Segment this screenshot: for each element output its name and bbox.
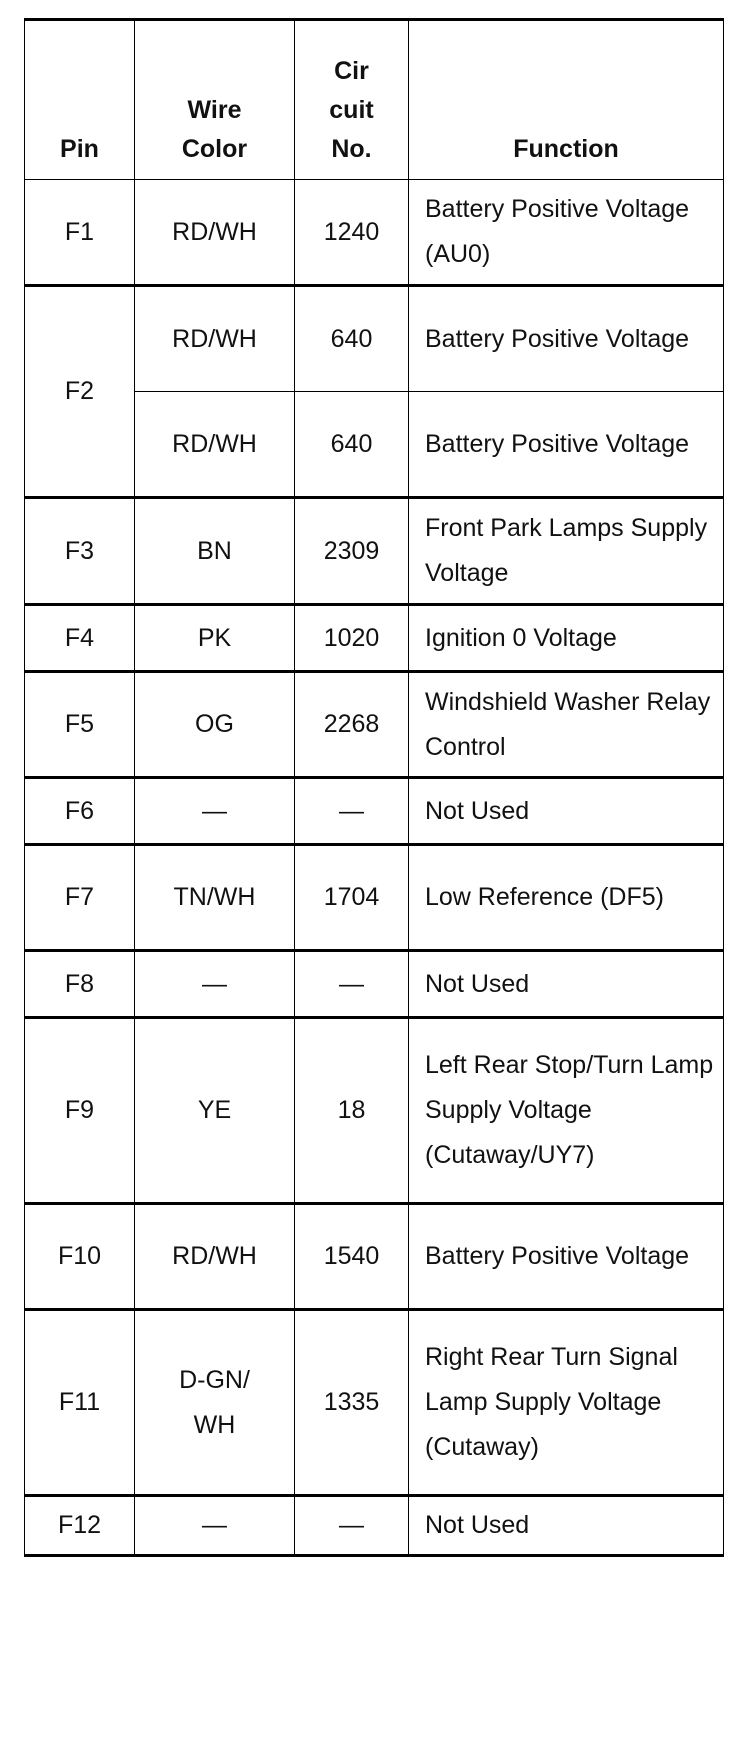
table-row (25, 1204, 724, 1310)
wire-color-cell: OG (135, 672, 295, 778)
circuit-cell: 1240 (295, 180, 409, 286)
function-cell: Ignition 0 Voltage (409, 605, 724, 672)
circuit-cell: — (295, 1496, 409, 1556)
wire-color-cell: TN/WH (135, 845, 295, 951)
circuit-cell: 2309 (295, 498, 409, 605)
wire-color-cell: PK (135, 605, 295, 672)
wire-color-cell: RD/WH (135, 180, 295, 286)
pin-cell: F7 (25, 845, 135, 951)
circuit-cell: 1020 (295, 605, 409, 672)
pin-cell: F2 (25, 286, 135, 498)
wire-color-cell: — (135, 778, 295, 845)
wire-color-cell: BN (135, 498, 295, 605)
circuit-cell: 18 (295, 1018, 409, 1204)
function-cell: Battery Positive Voltage (409, 392, 724, 498)
pin-cell: F3 (25, 498, 135, 605)
function-cell: Low Reference (DF5) (409, 845, 724, 951)
wire-color-cell: D-GN/ WH (135, 1310, 295, 1496)
function-cell: Battery Positive Voltage (409, 1204, 724, 1310)
function-cell: Not Used (409, 1496, 724, 1556)
function-cell: Right Rear Turn Signal Lamp Supply Voltage (Cutaway) (409, 1310, 724, 1496)
pin-cell: F10 (25, 1204, 135, 1310)
function-cell: Front Park Lamps Supply Voltage (409, 498, 724, 605)
table-row (25, 1496, 724, 1556)
header-pin: Pin (25, 20, 135, 180)
table-row (25, 498, 724, 605)
header-circuit-no: Cir cuit No. (295, 20, 409, 180)
pin-cell: F6 (25, 778, 135, 845)
table-row (25, 1310, 724, 1496)
circuit-cell: 1704 (295, 845, 409, 951)
wire-color-cell: — (135, 951, 295, 1018)
wire-color-cell: RD/WH (135, 392, 295, 498)
pin-cell: F11 (25, 1310, 135, 1496)
table-row (25, 951, 724, 1018)
connector-pin-table (24, 18, 724, 1557)
table-row (25, 1018, 724, 1204)
function-cell: Left Rear Stop/Turn Lamp Supply Voltage (Cutaway/UY7) (409, 1018, 724, 1204)
wire-color-cell: — (135, 1496, 295, 1556)
table-row (25, 845, 724, 951)
wire-color-cell: YE (135, 1018, 295, 1204)
header-wire-color: Wire Color (135, 20, 295, 180)
circuit-cell: 640 (295, 286, 409, 392)
circuit-cell: 2268 (295, 672, 409, 778)
table-row (25, 180, 724, 286)
function-cell: Windshield Washer Relay Control (409, 672, 724, 778)
function-cell: Not Used (409, 951, 724, 1018)
circuit-cell: 1540 (295, 1204, 409, 1310)
function-cell: Battery Positive Voltage (AU0) (409, 180, 724, 286)
table-row (25, 778, 724, 845)
function-cell: Not Used (409, 778, 724, 845)
table-row (25, 672, 724, 778)
circuit-cell: 640 (295, 392, 409, 498)
circuit-cell: 1335 (295, 1310, 409, 1496)
wire-color-cell: RD/WH (135, 1204, 295, 1310)
circuit-cell: — (295, 778, 409, 845)
pin-cell: F4 (25, 605, 135, 672)
table-row (25, 286, 724, 392)
pin-cell: F5 (25, 672, 135, 778)
circuit-cell: — (295, 951, 409, 1018)
header-function: Function (409, 20, 724, 180)
wire-color-cell: RD/WH (135, 286, 295, 392)
pin-cell: F12 (25, 1496, 135, 1556)
pin-cell: F9 (25, 1018, 135, 1204)
pin-cell: F1 (25, 180, 135, 286)
function-cell: Battery Positive Voltage (409, 286, 724, 392)
table-header-row (25, 20, 724, 180)
pin-cell: F8 (25, 951, 135, 1018)
table-row (25, 605, 724, 672)
